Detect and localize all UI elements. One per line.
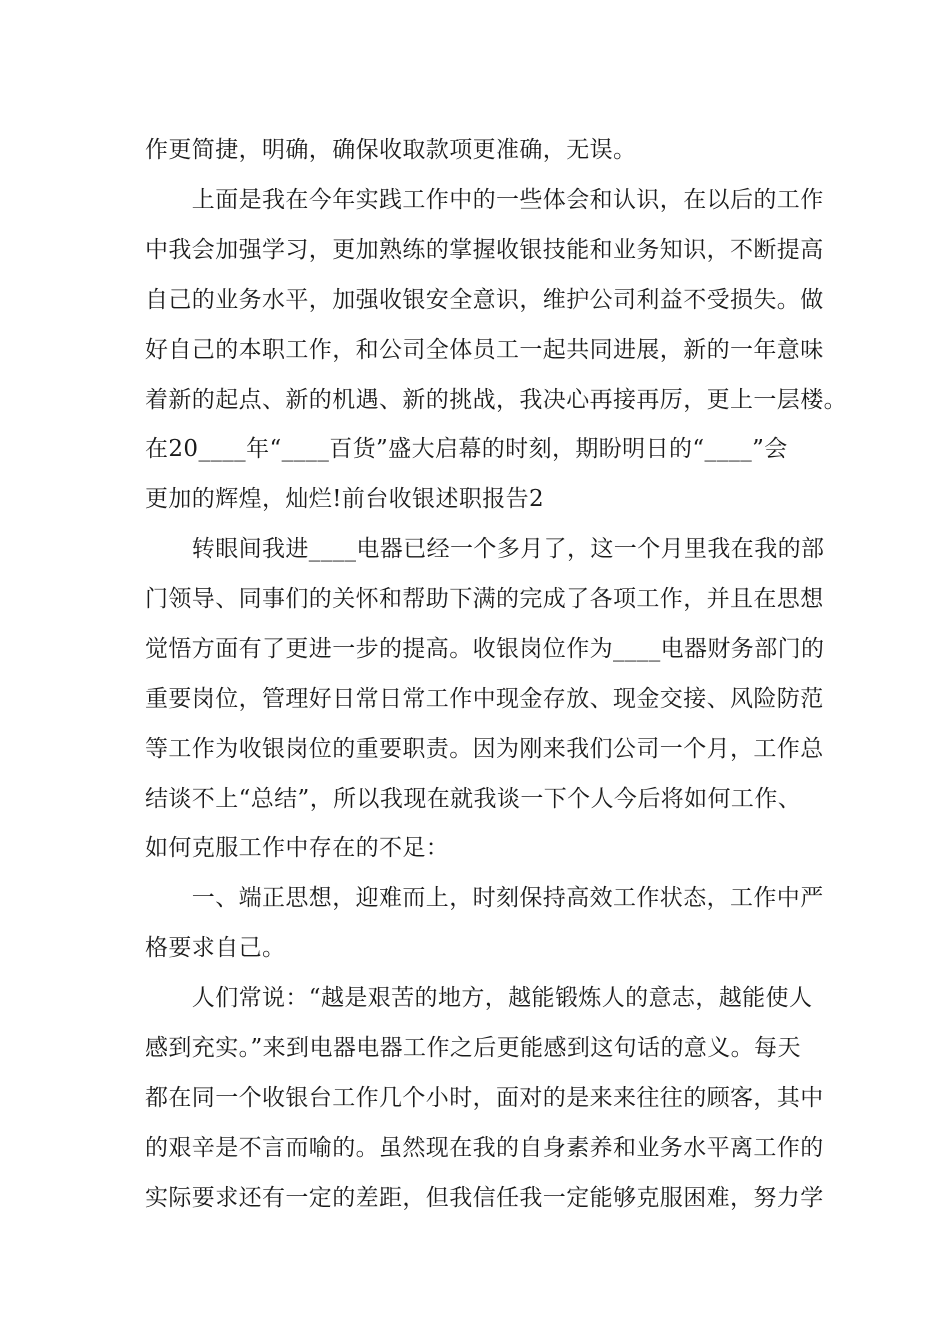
text-line: 一、端正思想，迎难而上，时刻保持高效工作状态，工作中严 — [145, 885, 824, 911]
text-line: 在20____年“____百货”盛大启幕的时刻，期盼明日的“____”会 — [145, 436, 788, 462]
text-line: 结谈不上“总结”，所以我现在就我谈一下个人今后将如何工作、 — [145, 786, 802, 812]
text-line: 上面是我在今年实践工作中的一些体会和认识，在以后的工作 — [145, 187, 824, 213]
text-line: 自己的业务水平，加强收银安全意识，维护公司利益不受损失。做 — [145, 287, 824, 313]
text-line: 的艰辛是不言而喻的。虽然现在我的自身素养和业务水平离工作的 — [145, 1135, 824, 1161]
text-line: 格要求自己。 — [145, 935, 286, 961]
text-line: 都在同一个收银台工作几个小时，面对的是来来往往的顾客，其中 — [145, 1085, 824, 1111]
text-line: 人们常说：“越是艰苦的地方，越能锻炼人的意志，越能使人 — [145, 985, 813, 1011]
text-line: 如何克服工作中存在的不足： — [145, 835, 450, 861]
text-line: 门领导、同事们的关怀和帮助下满的完成了各项工作，并且在思想 — [145, 586, 824, 612]
text-line: 实际要求还有一定的差距，但我信任我一定能够克服困难，努力学 — [145, 1185, 824, 1211]
text-line: 感到充实。”来到电器电器工作之后更能感到这句话的意义。每天 — [145, 1035, 801, 1061]
text-line: 重要岗位，管理好日常日常工作中现金存放、现金交接、风险防范 — [145, 686, 824, 712]
text-line: 着新的起点、新的机遇、新的挑战，我决心再接再厉，更上一层楼。 — [145, 387, 847, 413]
text-line: 作更简捷，明确，确保收取款项更准确，无误。 — [145, 137, 637, 163]
text-line: 中我会加强学习，更加熟练的掌握收银技能和业务知识，不断提高 — [145, 237, 824, 263]
text-line: 更加的辉煌，灿烂!前台收银述职报告2 — [145, 486, 545, 512]
text-line: 好自己的本职工作，和公司全体员工一起共同进展，新的一年意味 — [145, 337, 824, 363]
text-line: 等工作为收银岗位的重要职责。因为刚来我们公司一个月，工作总 — [145, 736, 824, 762]
text-line: 转眼间我进____电器已经一个多月了，这一个月里我在我的部 — [145, 536, 825, 562]
text-line: 觉悟方面有了更进一步的提高。收银岗位作为____电器财务部门的 — [145, 636, 825, 662]
